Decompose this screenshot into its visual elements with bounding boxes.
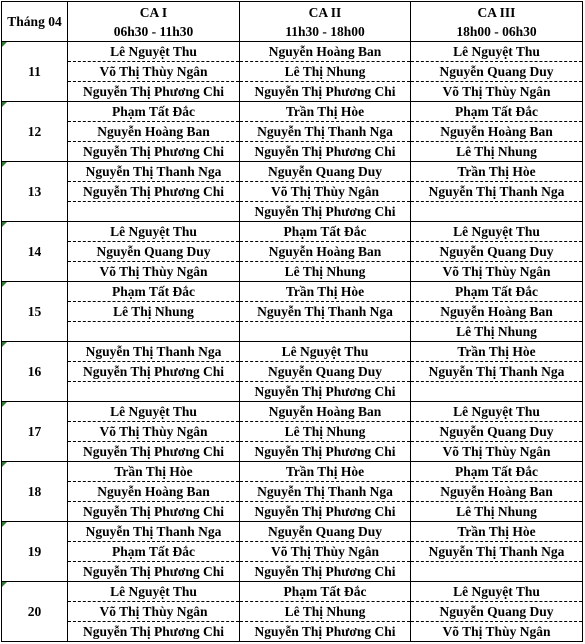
- schedule-row: [2, 302, 583, 322]
- schedule-row: [2, 622, 583, 642]
- schedule-row: [2, 322, 583, 342]
- staff-name-cell[interactable]: Nguyễn Thị Thanh Nga: [68, 162, 240, 182]
- staff-name-cell[interactable]: Võ Thị Thùy Ngân: [68, 422, 240, 442]
- staff-name-cell[interactable]: Phạm Tất Đắc: [411, 282, 583, 302]
- staff-name-cell[interactable]: Võ Thị Thùy Ngân: [411, 262, 583, 282]
- staff-name-cell[interactable]: Võ Thị Thùy Ngân: [68, 262, 240, 282]
- staff-name-cell[interactable]: [240, 322, 411, 342]
- shift-header-2: [240, 2, 411, 42]
- staff-name-cell[interactable]: Lê Nguyệt Thu: [411, 402, 583, 422]
- staff-name-cell[interactable]: Nguyễn Hoàng Ban: [411, 122, 583, 142]
- staff-name-cell[interactable]: Lê Nguyệt Thu: [411, 222, 583, 242]
- staff-name-cell[interactable]: [411, 382, 583, 402]
- staff-name-cell[interactable]: Nguyễn Hoàng Ban: [411, 302, 583, 322]
- staff-name-cell[interactable]: [68, 202, 240, 222]
- shift-time: 11h30 - 18h00: [285, 23, 365, 39]
- staff-name-cell[interactable]: Nguyễn Thị Phương Chi: [68, 182, 240, 202]
- staff-name-cell[interactable]: Nguyễn Thị Phương Chi: [240, 502, 411, 522]
- staff-name-cell[interactable]: Nguyễn Thị Phương Chi: [240, 142, 411, 162]
- schedule-row: [2, 542, 583, 562]
- shift-name: CA II: [308, 4, 342, 20]
- schedule-row: [2, 522, 583, 542]
- staff-name-cell[interactable]: Lê Thị Nhung: [240, 62, 411, 82]
- staff-name-cell[interactable]: Nguyễn Thị Thanh Nga: [240, 482, 411, 502]
- day-cell[interactable]: 13: [2, 162, 68, 222]
- schedule-row: [2, 182, 583, 202]
- staff-name-cell[interactable]: Võ Thị Thùy Ngân: [411, 82, 583, 102]
- schedule-row: [2, 142, 583, 162]
- shift-time: 18h00 - 06h30: [456, 23, 537, 39]
- day-cell[interactable]: 15: [2, 282, 68, 342]
- staff-name-cell[interactable]: Phạm Tất Đắc: [68, 102, 240, 122]
- schedule-row: [2, 602, 583, 622]
- staff-name-cell[interactable]: [68, 322, 240, 342]
- staff-name-cell[interactable]: Nguyễn Quang Duy: [411, 62, 583, 82]
- staff-name-cell[interactable]: Lê Thị Nhung: [68, 302, 240, 322]
- staff-name-cell[interactable]: Trần Thị Hòe: [411, 162, 583, 182]
- staff-name-cell[interactable]: Lê Nguyệt Thu: [240, 342, 411, 362]
- schedule-row: [2, 42, 583, 62]
- shift-name: CA III: [477, 4, 516, 20]
- schedule-body: [2, 42, 583, 642]
- staff-name-cell[interactable]: Nguyễn Thị Thanh Nga: [68, 342, 240, 362]
- staff-name-cell[interactable]: Võ Thị Thùy Ngân: [240, 182, 411, 202]
- shift-schedule-table: [1, 1, 583, 642]
- staff-name-cell[interactable]: Trần Thị Hòe: [240, 102, 411, 122]
- staff-name-cell[interactable]: Nguyễn Quang Duy: [411, 422, 583, 442]
- staff-name-cell[interactable]: Nguyễn Thị Phương Chi: [240, 82, 411, 102]
- day-cell[interactable]: 17: [2, 402, 68, 462]
- staff-name-cell[interactable]: Lê Nguyệt Thu: [68, 42, 240, 62]
- shift-name: CA I: [139, 4, 168, 20]
- staff-name-cell[interactable]: Lê Nguyệt Thu: [68, 582, 240, 602]
- staff-name-cell[interactable]: Võ Thị Thùy Ngân: [240, 542, 411, 562]
- schedule-row: [2, 502, 583, 522]
- schedule-row: [2, 242, 583, 262]
- staff-name-cell[interactable]: Lê Thị Nhung: [240, 422, 411, 442]
- staff-name-cell[interactable]: Nguyễn Thị Thanh Nga: [68, 522, 240, 542]
- schedule-row: [2, 222, 583, 242]
- shift-header-3: [411, 2, 583, 42]
- staff-name-cell[interactable]: Nguyễn Thị Phương Chi: [68, 502, 240, 522]
- schedule-row: [2, 582, 583, 602]
- staff-name-cell[interactable]: Trần Thị Hòe: [240, 282, 411, 302]
- staff-name-cell[interactable]: Nguyễn Hoàng Ban: [240, 42, 411, 62]
- staff-name-cell[interactable]: Nguyễn Thị Phương Chi: [240, 442, 411, 462]
- staff-name-cell[interactable]: Lê Nguyệt Thu: [68, 222, 240, 242]
- staff-name-cell[interactable]: Nguyễn Thị Phương Chi: [68, 442, 240, 462]
- staff-name-cell[interactable]: Nguyễn Quang Duy: [240, 162, 411, 182]
- staff-name-cell[interactable]: [411, 562, 583, 582]
- schedule-row: [2, 402, 583, 422]
- staff-name-cell[interactable]: Lê Nguyệt Thu: [68, 402, 240, 422]
- staff-name-cell[interactable]: Nguyễn Hoàng Ban: [68, 122, 240, 142]
- schedule-row: [2, 422, 583, 442]
- staff-name-cell[interactable]: Võ Thị Thùy Ngân: [68, 62, 240, 82]
- day-cell[interactable]: 14: [2, 222, 68, 282]
- staff-name-cell[interactable]: [68, 382, 240, 402]
- staff-name-cell[interactable]: Lê Nguyệt Thu: [411, 42, 583, 62]
- staff-name-cell[interactable]: Nguyễn Thị Phương Chi: [68, 622, 240, 642]
- schedule-row: [2, 562, 583, 582]
- schedule-row: [2, 342, 583, 362]
- day-cell[interactable]: 12: [2, 102, 68, 162]
- header-row: [2, 2, 583, 42]
- staff-name-cell[interactable]: Nguyễn Thị Phương Chi: [68, 142, 240, 162]
- staff-name-cell[interactable]: Võ Thị Thùy Ngân: [411, 622, 583, 642]
- staff-name-cell[interactable]: Nguyễn Thị Phương Chi: [68, 562, 240, 582]
- schedule-row: [2, 482, 583, 502]
- schedule-row: [2, 382, 583, 402]
- staff-name-cell[interactable]: Nguyễn Thị Thanh Nga: [411, 182, 583, 202]
- staff-name-cell[interactable]: Lê Thị Nhung: [240, 262, 411, 282]
- staff-name-cell[interactable]: Phạm Tất Đắc: [68, 542, 240, 562]
- staff-name-cell[interactable]: Trần Thị Hòe: [411, 522, 583, 542]
- staff-name-cell[interactable]: Trần Thị Hòe: [68, 462, 240, 482]
- day-cell[interactable]: 20: [2, 582, 68, 642]
- staff-name-cell[interactable]: Lê Thị Nhung: [411, 322, 583, 342]
- shift-time: 06h30 - 11h30: [113, 23, 194, 39]
- schedule-row: [2, 262, 583, 282]
- schedule-row: [2, 202, 583, 222]
- staff-name-cell[interactable]: Lê Thị Nhung: [411, 502, 583, 522]
- schedule-row: [2, 282, 583, 302]
- staff-name-cell[interactable]: Nguyễn Quang Duy: [68, 242, 240, 262]
- month-header: Tháng 04: [2, 2, 68, 42]
- staff-name-cell[interactable]: Lê Thị Nhung: [411, 142, 583, 162]
- staff-name-cell[interactable]: Nguyễn Thị Thanh Nga: [240, 122, 411, 142]
- staff-name-cell[interactable]: Nguyễn Thị Phương Chi: [68, 362, 240, 382]
- staff-name-cell[interactable]: Nguyễn Thị Phương Chi: [240, 562, 411, 582]
- staff-name-cell[interactable]: Nguyễn Quang Duy: [240, 522, 411, 542]
- staff-name-cell[interactable]: Nguyễn Thị Phương Chi: [240, 622, 411, 642]
- staff-name-cell[interactable]: Nguyễn Hoàng Ban: [68, 482, 240, 502]
- shift-header-1: [68, 2, 240, 42]
- staff-name-cell[interactable]: [411, 202, 583, 222]
- staff-name-cell[interactable]: Nguyễn Thị Phương Chi: [240, 202, 411, 222]
- staff-name-cell[interactable]: Phạm Tất Đắc: [68, 282, 240, 302]
- schedule-row: [2, 82, 583, 102]
- schedule-row: [2, 362, 583, 382]
- staff-name-cell[interactable]: Nguyễn Thị Thanh Nga: [411, 542, 583, 562]
- schedule-row: [2, 102, 583, 122]
- staff-name-cell[interactable]: Trần Thị Hòe: [411, 342, 583, 362]
- schedule-row: [2, 122, 583, 142]
- staff-name-cell[interactable]: Lê Thị Nhung: [240, 602, 411, 622]
- schedule-row: [2, 462, 583, 482]
- day-cell[interactable]: 16: [2, 342, 68, 402]
- staff-name-cell[interactable]: Trần Thị Hòe: [240, 462, 411, 482]
- schedule-row: [2, 62, 583, 82]
- staff-name-cell[interactable]: Nguyễn Hoàng Ban: [240, 402, 411, 422]
- staff-name-cell[interactable]: Phạm Tất Đắc: [411, 462, 583, 482]
- staff-name-cell[interactable]: Phạm Tất Đắc: [411, 102, 583, 122]
- day-cell[interactable]: 19: [2, 522, 68, 582]
- schedule-row: [2, 162, 583, 182]
- staff-name-cell[interactable]: Nguyễn Thị Phương Chi: [68, 82, 240, 102]
- day-cell[interactable]: 11: [2, 42, 68, 102]
- staff-name-cell[interactable]: Phạm Tất Đắc: [240, 222, 411, 242]
- staff-name-cell[interactable]: Võ Thị Thùy Ngân: [411, 442, 583, 462]
- staff-name-cell[interactable]: Nguyễn Thị Thanh Nga: [411, 362, 583, 382]
- staff-name-cell[interactable]: Nguyễn Thị Thanh Nga: [240, 302, 411, 322]
- staff-name-cell[interactable]: Nguyễn Quang Duy: [411, 602, 583, 622]
- staff-name-cell[interactable]: Nguyễn Hoàng Ban: [240, 242, 411, 262]
- staff-name-cell[interactable]: Nguyễn Quang Duy: [411, 242, 583, 262]
- staff-name-cell[interactable]: Nguyễn Hoàng Ban: [411, 482, 583, 502]
- staff-name-cell[interactable]: Phạm Tất Đắc: [240, 582, 411, 602]
- staff-name-cell[interactable]: Lê Nguyệt Thu: [411, 582, 583, 602]
- day-cell[interactable]: 18: [2, 462, 68, 522]
- staff-name-cell[interactable]: Nguyễn Thị Phương Chi: [240, 382, 411, 402]
- staff-name-cell[interactable]: Võ Thị Thùy Ngân: [68, 602, 240, 622]
- staff-name-cell[interactable]: Nguyễn Quang Duy: [240, 362, 411, 382]
- schedule-row: [2, 442, 583, 462]
